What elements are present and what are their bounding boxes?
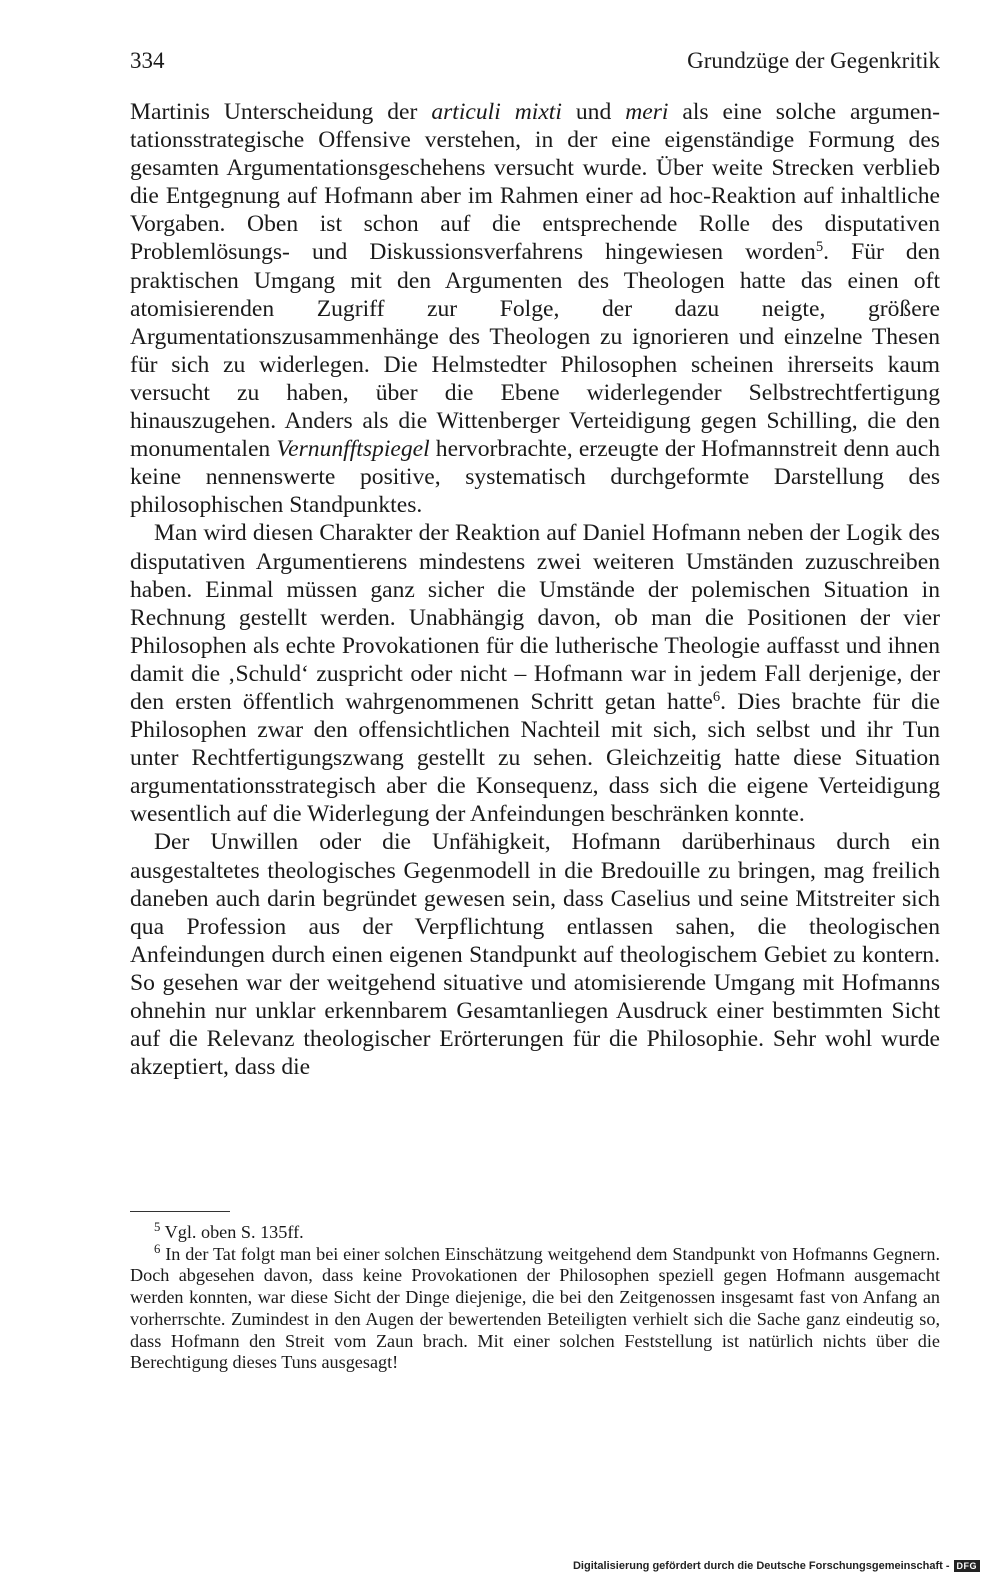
page-number: 334	[130, 48, 165, 73]
body-text	[130, 98, 940, 1081]
footnote-text: Vgl. oben S. 135ff.	[164, 1222, 304, 1242]
text-run: . Dies brachte für die Philosophen zwar den offensichtlichen Nachteil mit sich, sich selbst und ihr Tun unter Rechtfertigungszwang gestellt zu sehen. Gleichzeitig hatte diese Situation argumentationsstrategisch aber die Konsequenz, dass sich die eigene Verteidigung wesentlich auf die Widerlegung der Anfeindungen beschränken konnte.	[130, 688, 940, 828]
footnote-reference: 5	[815, 239, 824, 256]
footnotes	[130, 1222, 940, 1374]
footnote-marker: 5	[154, 1220, 161, 1234]
text-run: und	[561, 99, 626, 125]
paragraph-2	[130, 519, 940, 828]
paragraph-1	[130, 98, 940, 519]
digitization-footer	[573, 1556, 980, 1576]
footnote-6	[130, 1241, 940, 1374]
footnote-reference: 6	[712, 688, 721, 705]
italic-term: meri	[625, 99, 669, 125]
italic-term: Vernunfftspiegel	[276, 436, 430, 463]
footnote-marker: 6	[154, 1241, 161, 1256]
text-run: Der Unwillen oder die Unfähigkeit, Hofmann darüberhinaus durch ein ausgestaltetes theologisches Gegenmodell in die Bredouille zu bringen, mag freilich daneben auch darin begründet gewesen sein, dass Caselius und seine Mitstreiter sich qua Profession aus der Verpflichtung entlassen sahen, die theologischen Anfeindungen durch einen eigenen Standpunkt auf theologischem Gebiet zu kontern. So gesehen war der weitgehend situative und atomisierende Umgang mit Hofmanns ohnehin nur unklar erkennbarem Gesamtanliegen Ausdruck einer bestimmten Sicht auf die Relevanz theologischer Erörterungen für die Philosophie. Sehr wohl wurde akzeptiert, dass die	[130, 829, 940, 1081]
text-run: Man wird diesen Charakter der Reaktion auf Daniel Hofmann neben der Logik des disputativen Argumentierens mindestens zwei weiteren Umständen zuzuschreiben haben. Einmal müssen ganz sicher die Umstände der polemischen Situation in Rechnung gestellt werden. Unabhängig davon, ob man die Positionen der vier Philosophen als echte Provokationen für die lutherische Theologie auffasst und ihnen damit die ‚Schuld‘ zuspricht oder nicht – Hofmann war in jedem Fall derjenige, der den ersten öffentlich wahrgenommenen Schritt getan hatte	[130, 520, 940, 715]
digitization-note: Digitalisierung gefördert durch die Deutsche Forschungsgemeinschaft -	[572, 1560, 950, 1572]
footnote-5	[130, 1222, 940, 1244]
text-run: hervorbrachte, erzeugte der Hofmannstreit denn auch keine nennenswerte positive, systematisch durchgeformte Darstellung des philosophischen Standpunktes.	[130, 436, 940, 519]
dfg-logo: DFG	[954, 1560, 981, 1572]
page-header	[130, 48, 940, 88]
running-head: Grundzüge der Gegenkritik	[687, 48, 940, 73]
paragraph-3	[130, 828, 940, 1081]
italic-term: articuli mixti	[431, 99, 562, 125]
footnote-text: In der Tat folgt man bei einer solchen Einschätzung weitgehend dem Standpunkt von Hofmanns Gegnern. Doch abgesehen davon, dass keine Provokationen der Philosophen speziell gegen Hofmann ausgemacht werden konnten, war diese Sicht der Dinge diejenige, die bei den Zeitgenossen insgesamt fast von Anfang an vorherrschte. Zumindest in den Augen der bewertenden Beteiligten verhielt sich die Sache ganz eindeutig so, dass Hofmann den Streit vom Zaun brach. Mit einer solchen Feststellung ist natürlich nichts über die Berechtigung dieses Tuns ausgesagt!	[130, 1243, 940, 1373]
text-run: Martinis Unterscheidung der	[130, 99, 432, 125]
footnote-divider	[130, 1211, 230, 1212]
text-run: . Für den praktischen Umgang mit den Argumenten des Theologen hatte das einen oft atomisierenden Zugriff zur Folge, der dazu neigte, größere Argumentationszusammenhänge des Theologen zu ignorieren und einzelne Thesen für sich zu widerlegen. Die Helmstedter Philosophen scheinen ihrerseits kaum versucht zu haben, über die Ebene widerlegender Selbstrechtfertigung hinauszugehen. Anders als die Wittenberger Verteidigung gegen Schilling, die den monumentalen	[130, 239, 941, 463]
text-run: als eine solche argumentationsstrategische Offensive verstehen, in der eine eigenständige Formung des gesamten Argumentationsgeschehens versucht wurde. Über weite Strecken verblieb die Entgegnung auf Hofmann aber im Rahmen einer ad hoc-Reaktion auf inhaltliche Vorgaben. Oben ist schon auf die entsprechende Rolle des disputativen Problemlösungs- und Diskussionsverfahrens hingewiesen worden	[130, 99, 940, 266]
